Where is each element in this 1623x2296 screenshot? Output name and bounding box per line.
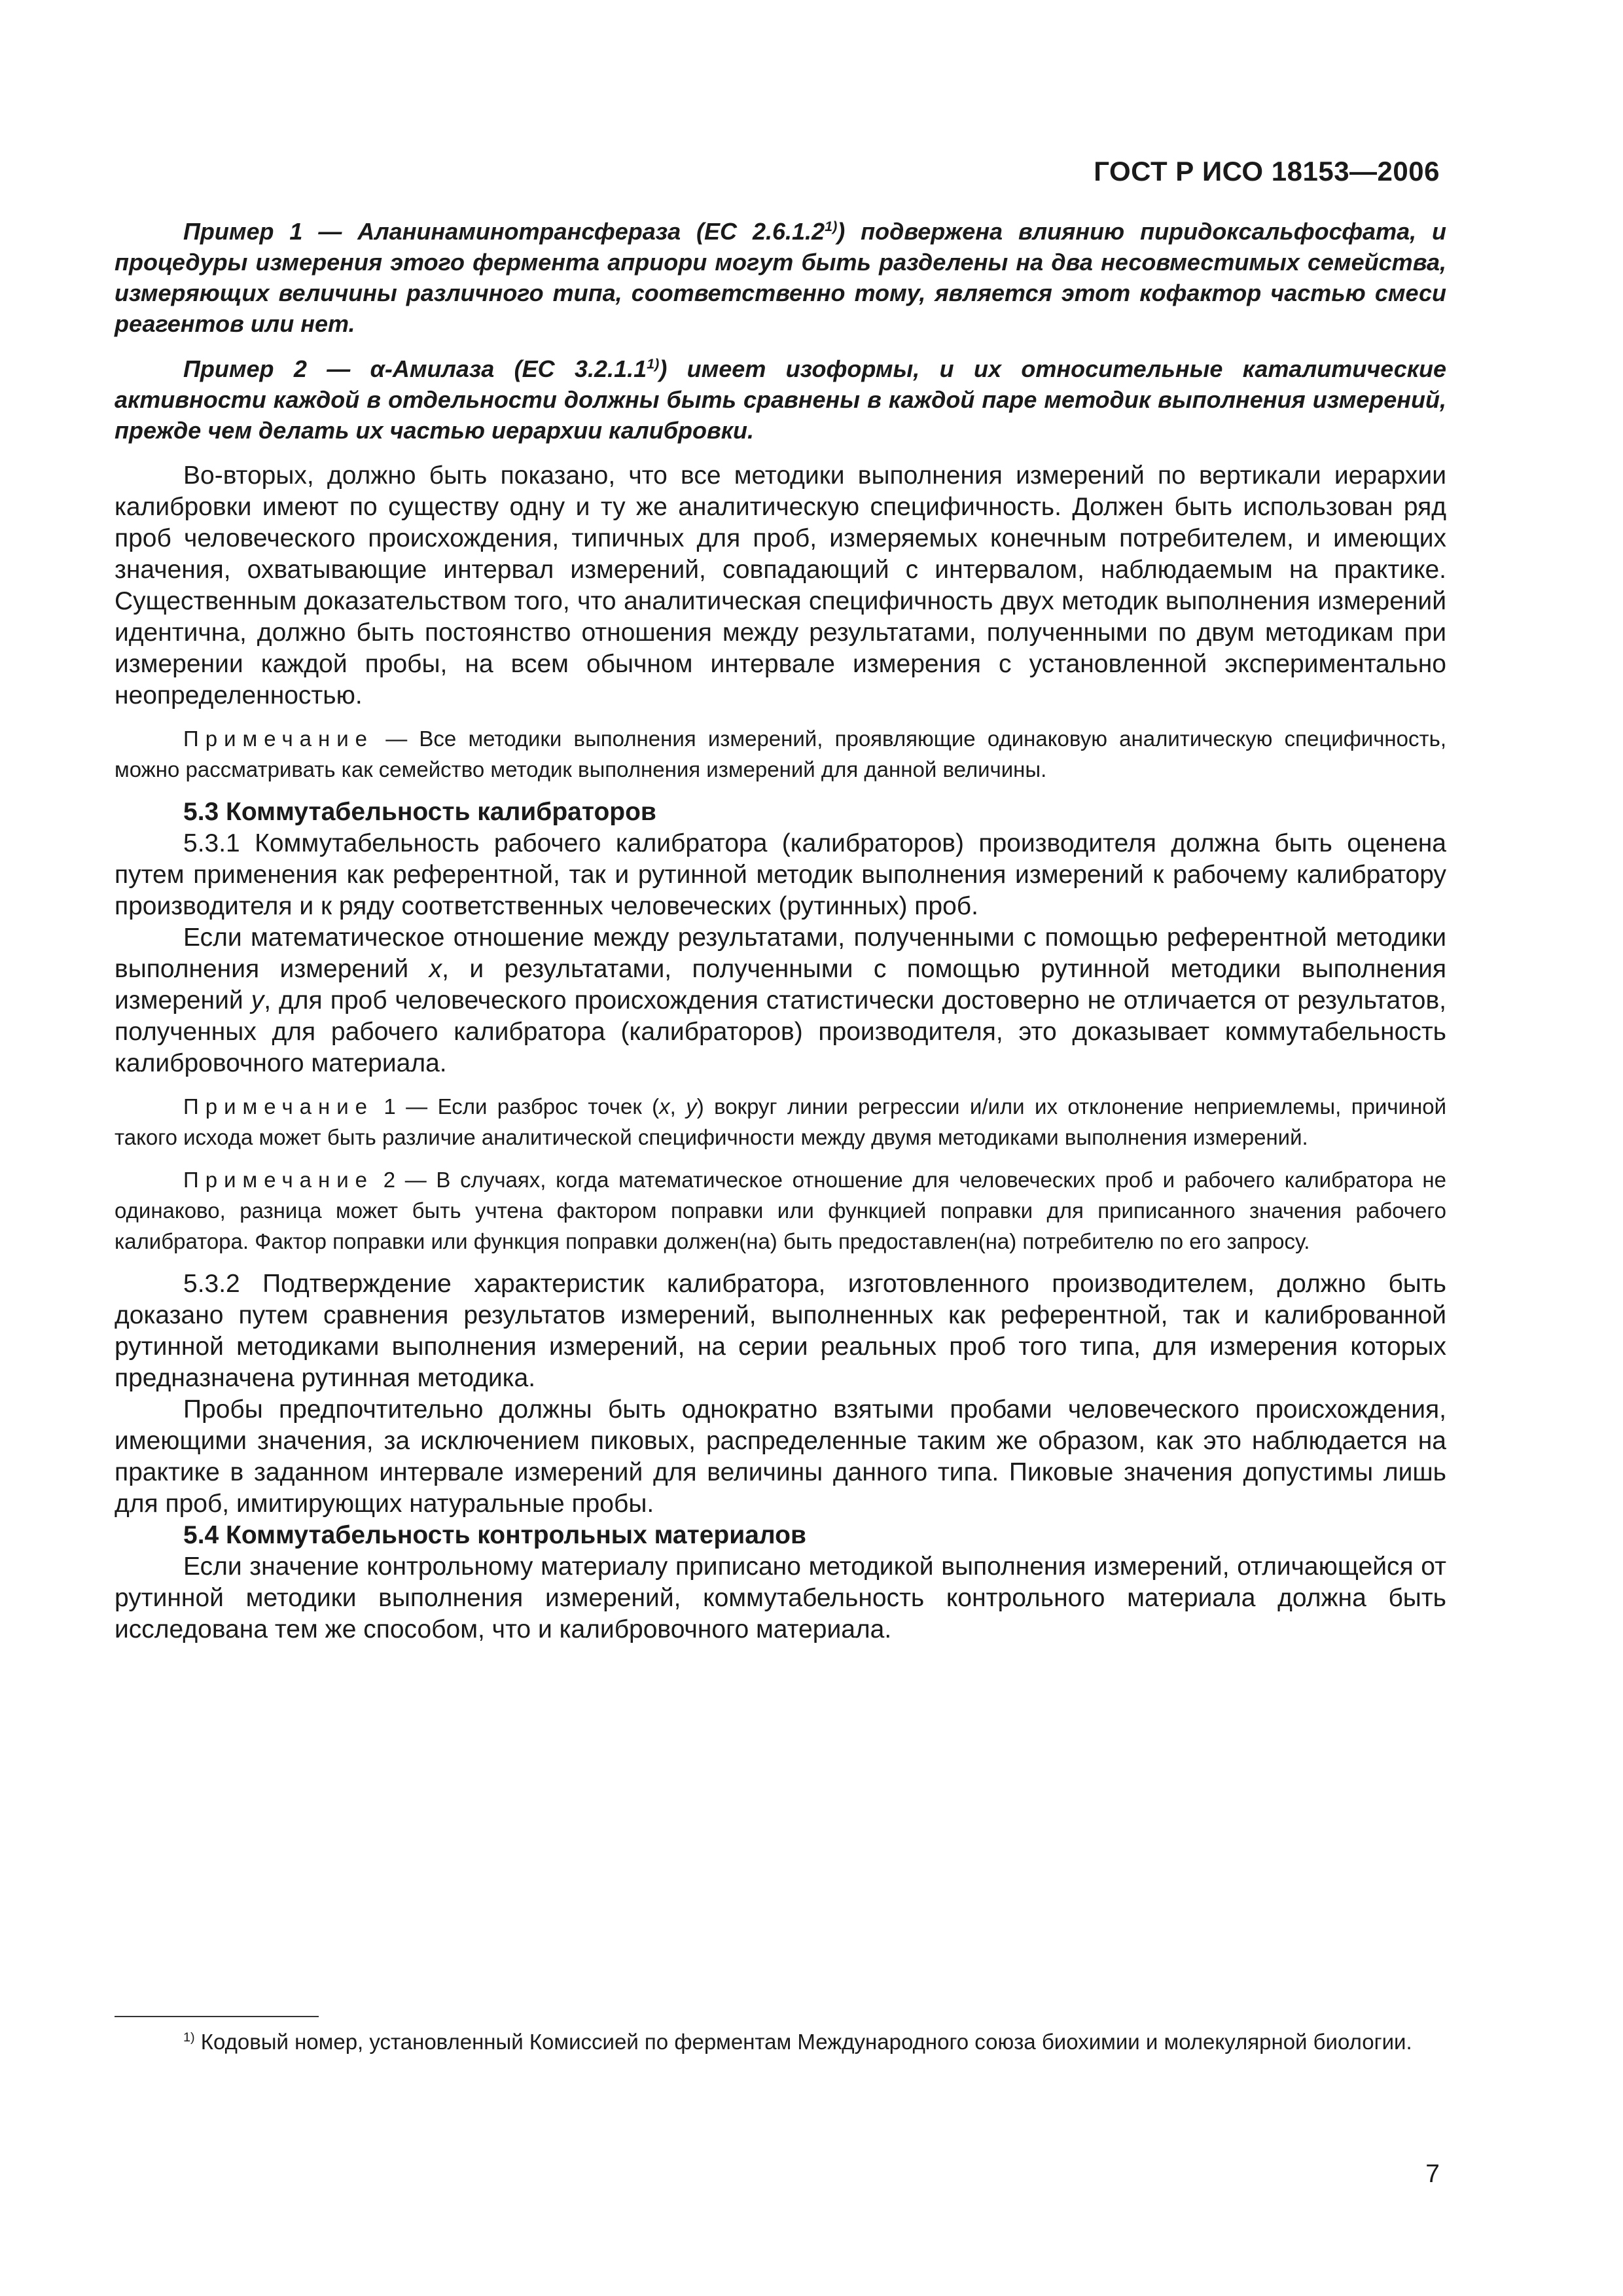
note-1 xyxy=(115,1091,1446,1153)
paragraph-5-3-1: 5.3.1 Коммутабельность рабочего калибратора (калибраторов) производителя должна быть оценена путем применения как референтной, так и рутинной методик выполнения измерений к рабочему калибратору производителя и к ряду соответственных человеческих (рутинных) проб. xyxy=(115,829,1446,920)
example-2-text-b: ) имеет изоформы, и их относительные каталитические активности каждой в отдельности должны быть сравнены в каждой паре методик выполнения измерений, прежде чем делать их частью иерархии калибровки. xyxy=(115,355,1446,444)
footnote-ref: 1) xyxy=(825,218,838,234)
note-number: 1 xyxy=(374,1094,396,1119)
note-text: — В случаях, когда математическое отношение для человеческих проб и рабочего калибратора не одинаково, разница может быть учтена фактором поправки или функцией поправки для приписанного значения рабочего калибратора. Фактор поправки или функция поправки должен(на) быть предоставлен(на) потребителю по его запросу. xyxy=(115,1168,1446,1253)
variable-y: y xyxy=(686,1094,697,1119)
main-content xyxy=(115,216,1446,1645)
paragraph-text: , и результатами, полученными с помощью рутинной методики выполнения измерений xyxy=(115,955,1446,1014)
note-number: 2 xyxy=(374,1168,396,1192)
note-label: Примечание xyxy=(183,1168,374,1192)
note-label: Примечание xyxy=(183,1094,374,1119)
variable-x: x xyxy=(429,955,442,983)
variable-y: y xyxy=(251,986,264,1014)
note-text: — Если разброс точек ( xyxy=(395,1094,660,1119)
footnote-marker: 1) xyxy=(183,2030,195,2045)
note-label: Примечание xyxy=(183,726,374,751)
paragraph-samples: Пробы предпочтительно должны быть однократно взятыми пробами человеческого происхождения, имеющими значения, за исключением пиковых, распределенные таким же образом, как это наблюдается на практике в заданном интервале измерений для величины данного типа. Пиковые значения допустимы лишь для проб, имитирующих натуральные пробы. xyxy=(115,1395,1446,1518)
section-heading-5-3: 5.3 Коммутабельность калибраторов xyxy=(183,798,656,826)
note-2 xyxy=(115,1164,1446,1257)
note-text: — Все методики выполнения измерений, проявляющие одинаковую аналитическую специфичность, можно рассматривать как семейство методик выполнения измерений для данной величины. xyxy=(115,726,1446,781)
example-2-text-a: Пример 2 — α-Амилаза (ЕС 3.2.1.1 xyxy=(183,355,647,382)
footnote-ref: 1) xyxy=(647,355,660,372)
page-number: 7 xyxy=(1425,2160,1440,2188)
paragraph-5-3-2: 5.3.2 Подтверждение характеристик калибратора, изготовленного производителем, должно быть доказано путем сравнения результатов измерений, выполненных как референтной, так и калиброванной рутинной методиками выполнения измерений, на серии реальных проб того типа, для измерения которых предназначена рутинная методика. xyxy=(115,1270,1446,1392)
paragraph-5-3-relation xyxy=(115,922,1446,1079)
example-2 xyxy=(115,353,1446,446)
variable-x: x xyxy=(659,1094,670,1119)
note-text: , xyxy=(669,1094,687,1119)
paragraph-text: Если математическое отношение между результатами, полученными с помощью референтной методики выполнения измерений xyxy=(115,924,1446,983)
footnote xyxy=(115,2026,1446,2058)
example-1-text-a: Пример 1 — Аланинаминотрансфераза (ЕС 2.6.1.2 xyxy=(183,218,825,245)
note-main xyxy=(115,723,1446,785)
section-heading-5-4: 5.4 Коммутабельность контрольных материалов xyxy=(183,1521,806,1549)
footnote-text: Кодовый номер, установленный Комиссией по ферментам Международного союза биохимии и молекулярной биологии. xyxy=(194,2030,1412,2054)
example-1-text-b: ) подвержена влиянию пиридоксальфосфата, и процедуры измерения этого фермента априори могут быть разделены на два несовместимых семейства, измеряющих величины различного типа, соответственно тому, является этот кофактор частью смеси реагентов или нет. xyxy=(115,218,1447,337)
paragraph-secondly: Во-вторых, должно быть показано, что все методики выполнения измерений по вертикали иерархии калибровки имеют по существу одну и ту же аналитическую специфичность. Должен быть использован ряд проб человеческого происхождения, типичных для проб, измеряемых конечным потребителем, и имеющих значения, охватывающие интервал измерений, совпадающий с интервалом, наблюдаемым на практике. Существенным доказательством того, что аналитическая специфичность двух методик выполнения измерений идентична, должно быть постоянство отношения между результатами, полученными по двум методикам при измерении каждой пробы, на всем обычном интервале измерения с установленной экспериментально неопределенностью. xyxy=(115,461,1446,709)
footnote-divider xyxy=(115,2016,319,2017)
note-text: ) вокруг линии регрессии и/или их отклонение неприемлемы, причиной такого исхода может быть различие аналитической специфичности между двумя методиками выполнения измерений. xyxy=(115,1094,1447,1149)
paragraph-5-4: Если значение контрольному материалу приписано методикой выполнения измерений, отличающейся от рутинной методики выполнения измерений, коммутабельность контрольного материала должна быть исследована тем же способом, что и калибровочного материала. xyxy=(115,1552,1446,1643)
document-code: ГОСТ Р ИСО 18153—2006 xyxy=(1094,156,1440,187)
paragraph-text: , для проб человеческого происхождения статистически достоверно не отличается от результатов, полученных для рабочего калибратора (калибраторов) производителя, это доказывает коммутабельность калибровочного материала. xyxy=(115,986,1446,1077)
example-1 xyxy=(115,216,1446,339)
